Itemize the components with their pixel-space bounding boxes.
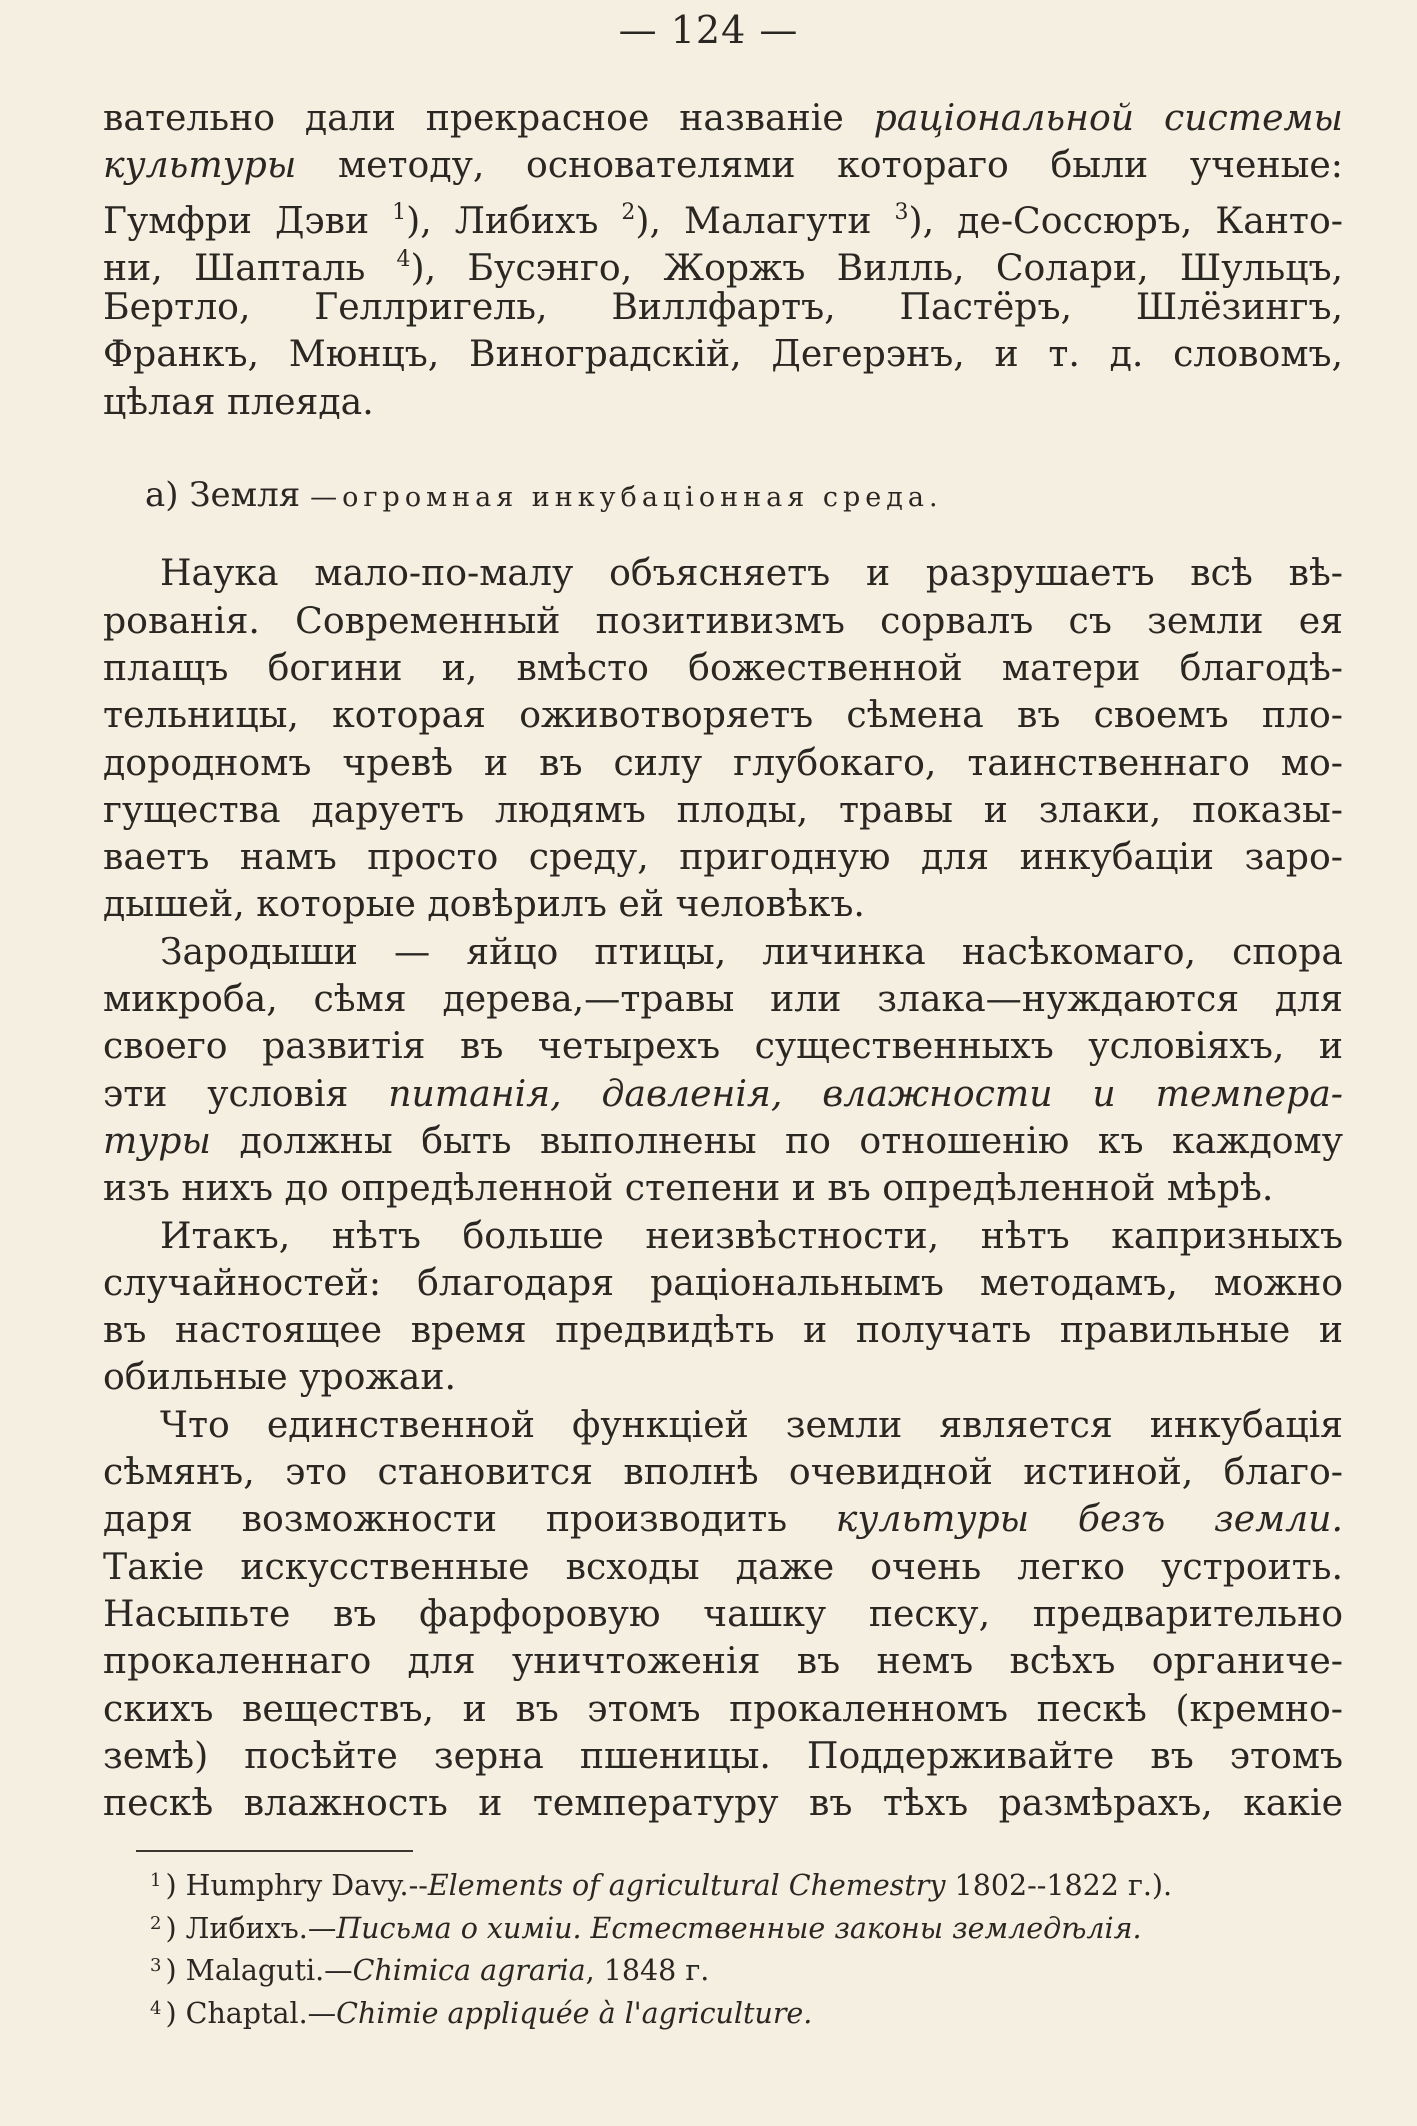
text-line: даря возможности производить культуры безъ земли.: [103, 1497, 1343, 1541]
text-line: изъ нихъ до опредѣленной степени и въ опредѣленной мѣрѣ.: [103, 1166, 1274, 1210]
footnote-ref[interactable]: 4: [396, 246, 411, 272]
text-line: культуры методу, основателями котораго были ученые:: [103, 143, 1343, 187]
text-line: своего развитія въ четырехъ существенныхъ условіяхъ, и: [103, 1024, 1343, 1068]
text-line: пескѣ влажность и температуру въ тѣхъ размѣрахъ, какіе: [103, 1781, 1343, 1825]
paragraph-1: [103, 549, 1343, 927]
text-line: въ настоящее время предвидѣть и получать правильные и: [103, 1308, 1343, 1352]
footnote: $^4$ ) Chaptal.—Chimie appliquée à l'agriculture.: [150, 1996, 813, 2030]
paragraph-4: [103, 1401, 1343, 1827]
opening-paragraph: [103, 94, 1343, 425]
text-line: туры должны быть выполнены по отношенію къ каждому: [103, 1118, 1343, 1162]
text-line: эти условія питанія, давленія, влажности и темпера-: [103, 1071, 1343, 1115]
text-line: Такіе искусственные всходы даже очень легко устроить.: [103, 1544, 1343, 1588]
footnote: $^2$ ) Либихъ.—Письма о химіи. Естественные законы земледѣлія.: [150, 1911, 1142, 1945]
body-text: [103, 94, 1343, 1826]
text-line: цѣлая плеяда.: [103, 379, 374, 423]
footnote-ref[interactable]: 3: [894, 199, 909, 225]
text-line: прокаленнаго для уничтоженія въ немъ всѣхъ органиче-: [103, 1639, 1343, 1683]
paragraph-2: [103, 928, 1343, 1212]
text-line: Франкъ, Мюнцъ, Виноградскій, Дегерэнъ, и т. д. словомъ,: [103, 332, 1343, 376]
text-line: вательно дали прекрасное названіе раціональной системы: [103, 96, 1343, 139]
text-line: ваетъ намъ просто среду, пригодную для инкубаціи заро-: [103, 835, 1343, 879]
text-line: Наука мало-по-малу объясняетъ и разрушаетъ всѣ вѣ-: [160, 551, 1343, 595]
text-line: микроба, сѣмя дерева,—травы или злака—нуждаются для: [103, 977, 1343, 1021]
paragraph-3: [103, 1212, 1343, 1401]
footnote-ref[interactable]: 2: [621, 199, 636, 225]
footnote: $^3$ ) Malaguti.—Chimica agraria, 1848 г.: [150, 1954, 710, 1987]
text-line: скихъ веществъ, и въ этомъ прокаленномъ пескѣ (кремно-: [103, 1686, 1343, 1730]
text-line: Гумфри Дэви $^1$), Либихъ $^2$), Малагути $^3$), де-Соссюръ, Канто-: [103, 198, 1343, 242]
text-line: дышей, которые довѣрилъ ей человѣкъ.: [103, 882, 865, 926]
footnote-ref[interactable]: 1: [392, 199, 407, 225]
footnote: $^1$ ) Humphry Davy.--Elements of agricultural Chemestry 1802--1822 г.).: [150, 1869, 1173, 1902]
text-line: тельницы, которая оживотворяетъ сѣмена въ своемъ пло-: [103, 693, 1343, 737]
page-number: — 124 —: [618, 8, 799, 52]
text-line: Итакъ, нѣтъ больше неизвѣстности, нѣтъ капризныхъ: [160, 1213, 1343, 1257]
text-line: гущества даруетъ людямъ плоды, травы и злаки, показы-: [103, 787, 1343, 831]
text-line: дородномъ чревѣ и въ силу глубокаго, таинственнаго мо-: [103, 740, 1343, 784]
text-line: обильные урожаи.: [103, 1355, 456, 1399]
section-heading: a) Земля —огромная инкубаціонная среда.: [145, 475, 943, 516]
footnotes: [150, 1862, 1350, 2032]
text-line: Что единственной функціей земли является инкубація: [160, 1402, 1343, 1446]
text-line: земѣ) посѣйте зерна пшеницы. Поддерживайте въ этомъ: [103, 1733, 1343, 1777]
text-line: случайностей: благодаря раціональнымъ методамъ, можно: [103, 1260, 1343, 1304]
footnote-divider: [136, 1850, 413, 1852]
text-line: Зародыши — яйцо птицы, личинка насѣкомаго, спора: [160, 929, 1343, 973]
text-line: Бертло, Геллригель, Виллфартъ, Пастёръ, Шлёзингъ,: [103, 285, 1343, 329]
text-line: Насыпьте въ фарфоровую чашку песку, предварительно: [103, 1591, 1343, 1635]
text-line: плащъ богини и, вмѣсто божественной матери благодѣ-: [103, 645, 1343, 689]
text-line: сѣмянъ, это становится вполнѣ очевидной истиной, благо-: [103, 1450, 1343, 1494]
text-line: ни, Шапталь $^4$), Бусэнго, Жоржъ Вилль, Солари, Шульцъ,: [103, 245, 1343, 289]
text-line: рованія. Современный позитивизмъ сорвалъ съ земли ея: [103, 598, 1343, 642]
